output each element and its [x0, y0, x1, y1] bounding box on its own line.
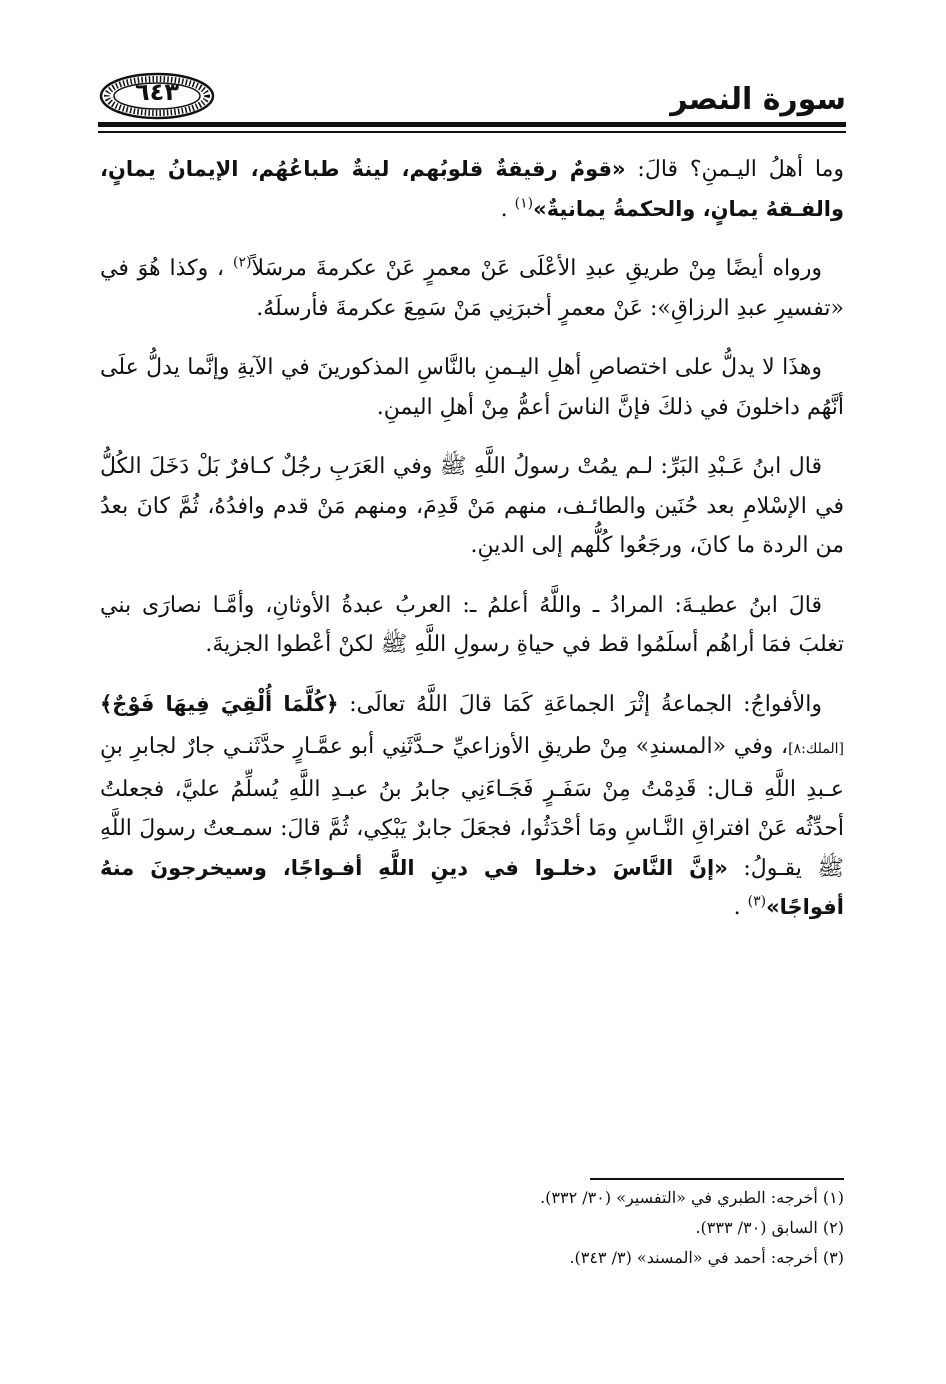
- quran-verse: ﴿كُلَّمَا أُلْقِيَ فِيهَا فَوْجٌ﴾: [100, 691, 339, 716]
- paragraph-6-end: .: [733, 895, 748, 920]
- footnote-3: (٣) أخرجه: أحمد في «المسند» (٣/ ٣٤٣).: [569, 1248, 844, 1267]
- page-number: ٦٤٣: [135, 78, 179, 106]
- paragraph-5: قالَ ابنُ عطيـةَ: المرادُ ـ واللَّهُ أعلمُ ـ: العربُ عبدةُ الأوثانِ، وأمَّـا نصارَى بني تغلبَ فمَا أراهُم أسلَمُوا قط في حياةِ رسولِ اللَّهِ ﷺ لكنْ أعْطوا الجزيةَ.: [100, 592, 844, 657]
- paragraph-6-text-a: والأفواجُ: الجماعةُ إثْرَ الجماعَةِ كَمَا قالَ اللَّهُ تعالَى:: [338, 691, 822, 717]
- footnote-ref-2: (٢): [232, 254, 252, 271]
- header-rule-thin: [98, 131, 846, 133]
- hadith-quote: «قومٌ رقيقةٌ قلوبُهم، لينةٌ طباعُهُم، الإيمانُ يمانٍ، والفـقهُ يمانٍ، والحكمةُ يمانيةٌ»: [100, 157, 844, 221]
- paragraph-1: [100, 150, 844, 229]
- verse-reference: [الملك:٨]: [788, 741, 844, 757]
- footnote-1: (١) أخرجه: الطبري في «التفسير» (٣٠/ ٣٣٢).: [540, 1188, 844, 1207]
- page-number-badge: [98, 70, 216, 122]
- paragraph-6: [100, 685, 844, 928]
- hadith-quote-2: «إنَّ النَّاسَ دخلـوا في دينِ اللَّهِ أفـواجًا، وسيخرجونَ منهُ أفواجًا»: [100, 855, 844, 919]
- footnote-ref-1: (١): [514, 195, 534, 212]
- footnote-2: (٢) السابق (٣٠/ ٣٣٣).: [695, 1218, 844, 1237]
- page-header: [98, 62, 846, 140]
- paragraph-2-text-b: ، وكذا هُوَ في «تفسيرِ عبدِ الرزاقِ»: عَنْ معمرٍ أخبرَنِي مَنْ سَمِعَ عكرمةَ فأرسلَهُ.: [100, 256, 844, 321]
- header-rule-thick: [98, 122, 846, 127]
- paragraph-2-text-a: ورواه أيضًا مِنْ طريقِ عبدِ الأعْلَى عَنْ معمرٍ عَنْ عكرمةَ مرسَلاً: [251, 256, 823, 281]
- paragraph-1-text: وما أهلُ اليـمنِ؟ قالَ:: [625, 157, 844, 182]
- footnote-ref-3: (٣): [747, 893, 767, 910]
- main-text: [100, 150, 844, 948]
- paragraph-4: قال ابنُ عَـبْدِ البَرِّ: لـم يمُتْ رسولُ اللَّهِ ﷺ وفي العَرَبِ رجُلٌ كـافرٌ بَلْ دَخَلَ الكُلُّ في الإسْلامِ بعد حُنَين والطائـف، منهم مَنْ قَدِمَ، ومنهم مَنْ قدم وافدُهُ، ثُمَّ كانَ بعدُ من الردة ما كانَ، ورجَعُوا كُلُّهم إلى الدينِ.: [100, 454, 844, 558]
- surah-title: سورة النصر: [670, 82, 846, 117]
- footnote-divider: [590, 1178, 844, 1180]
- footnotes: [200, 1183, 844, 1273]
- paragraph-6-text-b: ، وفي «المسندِ» مِنْ طريقِ الأوزاعيِّ حـدَّثَنِي أبو عمَّـارٍ حدَّثَنـي جارٌ لجابرِ بنِ عـبدِ اللَّهِ قـال: قَدِمْتُ مِنْ سَفَـرٍ فَجَـاءَنِي جابرُ بنُ عبـدِ اللَّهِ يُسلِّمُ عليَّ، فجعلتُ أحدِّثُه عَنْ افتراقِ النَّـاسِ ومَا أحْدَثُوا، فجعَلَ جابرٌ يَبْكِي، ثُمَّ قالَ: سمـعتُ رسولَ اللَّهِ ﷺ يقـولُ:: [100, 734, 844, 881]
- paragraph-1-end: .: [500, 196, 515, 222]
- paragraph-3: وهذَا لا يدلُّ على اختصاصِ أهلِ اليـمنِ بالنَّاسِ المذكورينَ في الآيةِ وإنَّما يدلُّ علَى أنَّهُم داخلونَ في ذلكَ فإنَّ الناسَ أعمُّ مِنْ أهلِ اليمنِ.: [100, 355, 844, 420]
- paragraph-2: [100, 249, 844, 328]
